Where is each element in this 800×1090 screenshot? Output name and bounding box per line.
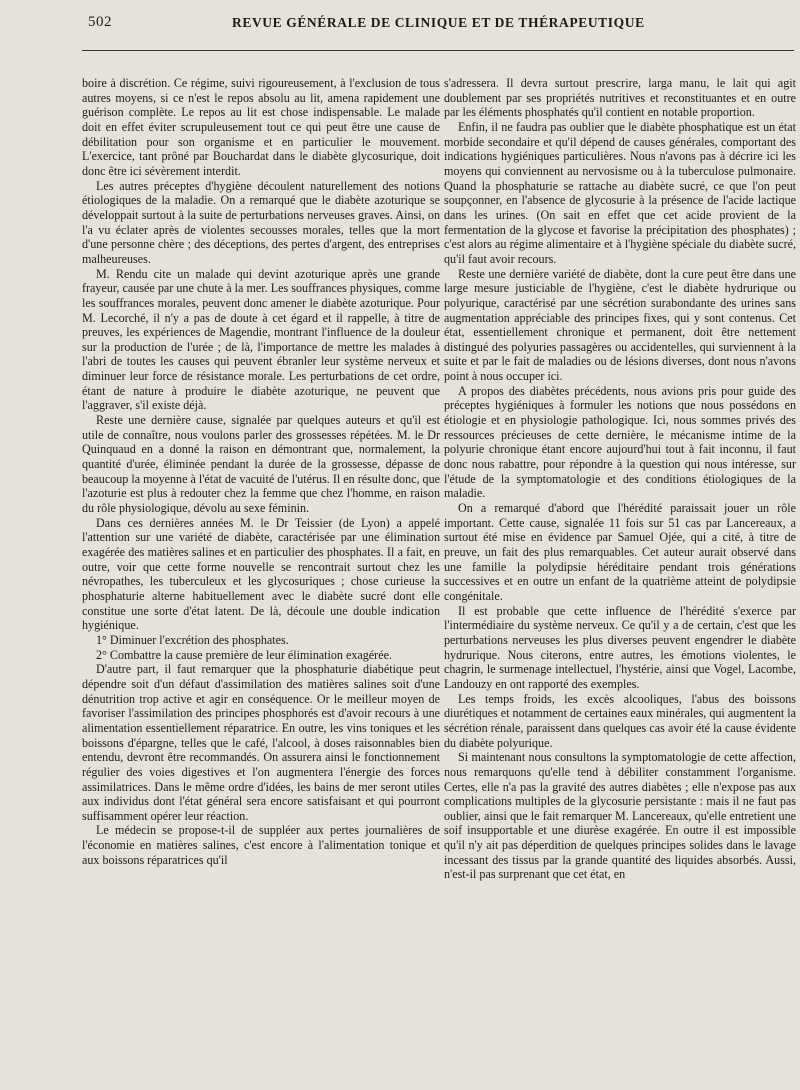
list-item: 1° Diminuer l'excrétion des phosphates. xyxy=(96,632,289,647)
paragraph: s'adressera. Il devra surtout prescrire, larga manu, le lait qui agit doublement par ses propriétés nutritives et reconstituantes et en outre par les éléments phosphatés qu'il contient en notable proportion. xyxy=(444,76,796,120)
paragraph: Le médecin se propose-t-il de suppléer aux pertes journalières de l'économie en matières salines, c'est encore à l'alimentation tonique et aux boissons réparatrices qu'il xyxy=(82,823,440,867)
page-header xyxy=(0,14,800,36)
list-item: 2° Combattre la cause première de leur élimination exagérée. xyxy=(96,647,392,662)
paragraph: A propos des diabètes précédents, nous avions pris pour guide des préceptes hygiéniques à formuler les notions que nous possédons en étiologie et en physiologie pathologique. Ici, nous sommes privés des ressources précieuses de cette dernière, le mécanisme intime de la polyurie chronique étant encore aujourd'hui tout à fait inconnu, il faut donc nous rabattre, pour répondre à la question qui nous intéresse, sur l'étude de la symptomatologie et des conditions étiologiques de la maladie. xyxy=(444,383,796,501)
paragraph: Dans ces dernières années M. le Dr Teissier (de Lyon) a appelé l'attention sur une variété de diabète, caractérisée par une élimination exagérée des matières salines et en particulier des phosphates. Il a fait, en outre, voir que cette forme nouvelle se rencontrait surtout chez les névropathes, les tuberculeux et les glycosuriques ; chose curieuse la phosphaturie alterne habituellement avec le diabète sucré dont elle constitue une sorte d'état latent. De là, découle une double indication hygiénique. xyxy=(82,515,440,633)
paragraph: Reste une dernière variété de diabète, dont la cure peut être dans une large mesure justiciable de l'hygiène, c'est le diabète hydrurique ou polyurique, caractérisé par une sécrétion surabondante des urines sans augmentation appréciable des principes fixes, qui y sont contenus. Cet état, essentiellement chronique et permanent, doit être nettement distingué des polyuries passagères ou accidentelles, qui surviennent à la suite et par le fait de maladies ou de lésions diverses, dont nous n'avons point à nous occuper ici. xyxy=(444,266,796,384)
paragraph: Les autres préceptes d'hygiène découlent naturellement des notions étiologiques de la maladie. On a remarqué que le diabète azoturique se développait surtout à la suite de perturbations nerveuses graves. Ainsi, on l'a vu éclater après de violentes secousses morales, telles que la mort d'une personne chère ; des déceptions, des pertes d'argent, des entreprises malheureuses. xyxy=(82,178,440,266)
paragraph: Il est probable que cette influence de l'hérédité s'exerce par l'intermédiaire du système nerveux. Ce qu'il y a de certain, c'est que les perturbations nerveuses les plus diverses peuvent engendrer le diabète hydrurique. Nous citerons, entre autres, les émotions violentes, le chagrin, le surmenage intellectuel, l'hystérie, ainsi que Vogel, Lacombe, Landouzy en ont rapporté des exemples. xyxy=(444,603,796,691)
left-column xyxy=(82,76,440,1086)
paragraph: Reste une dernière cause, signalée par quelques auteurs et qu'il est utile de connaître, nous voulons parler des grossesses répétées. M. le Dr Quinquaud en a donné la raison en démontrant que, normalement, la quantité d'urée, éliminée pendant la durée de la grossesse, dépasse de beaucoup la moyenne à l'état de vacuité de l'utérus. Il en résulte donc, que l'azoturie est plus à redouter chez la femme que chez l'homme, en raison du rôle physiologique, dévolu au sexe féminin. xyxy=(82,413,440,516)
paragraph: D'autre part, il faut remarquer que la phosphaturie diabétique peut dépendre soit d'un défaut d'assimilation des matières salines soit d'une dénutrition trop active et agir en conséquence. Or le meilleur moyen de favoriser l'assimilation des principes phosphorés est d'avoir recours à une alimentation essentiellement réparatrice. En outre, les vins toniques et les boissons d'épargne, telles que le café, l'alcool, à doses raisonnables bien entendu, devront être recommandés. On assurera ainsi le fonctionnement régulier des voies digestives et l'on augmentera l'énergie des forces assimilatrices. Dans le même ordre d'idées, les bains de mer seront utiles aux individus dont l'état général sera encore satisfaisant et qui pourront suffisamment opérer leur réaction. xyxy=(82,662,440,823)
running-title: REVUE GÉNÉRALE DE CLINIQUE ET DE THÉRAPEUTIQUE xyxy=(232,15,645,30)
paragraph: boire à discrétion. Ce régime, suivi rigoureusement, à l'exclusion de tous autres moyens, si ce n'est le repos absolu au lit, amena rapidement une guérison complète. Le repos au lit est chose indispensable. Le malade doit en effet éviter scrupuleusement tout ce qui peut être une cause de débilitation pour son organisme et en particulier le mouvement. L'exercice, tant prôné par Bouchardat dans le diabète glycosurique, doit donc être ici sévèrement interdit. xyxy=(82,76,440,178)
paragraph: Enfin, il ne faudra pas oublier que le diabète phosphatique est un état morbide secondaire et qu'il dépend de causes générales, comportant des indications hygiéniques particulières. Nous n'avons pas à décrire ici les moyens qui conviennent au nervosisme ou à la tuberculose pulmonaire. Quand la phosphaturie se rattache au diabète sucré, ce que l'on peut soupçonner, en l'absence de glycosurie à la présence de l'acide lactique dans les urines. (On sait en effet que cet acide provient de la fermentation de la glycose et favorise la précipitation des phosphates) ; c'est alors au régime alimentaire et à l'hygiène spéciale du diabète sucré, qu'il faut avoir recours. xyxy=(444,119,796,266)
paragraph: On a remarqué d'abord que l'hérédité paraissait jouer un rôle important. Cette cause, signalée 11 fois sur 51 cas par Lancereaux, a surtout été mise en évidence par Samuel Ojée, qui a cité, à titre de preuve, un fait des plus remarquables. Cet auteur aurait observé dans une famille la polydipsie héréditaire pendant trois générations successives et en outre un enfant de la quatrième atteint de polydipsie congénitale. xyxy=(444,501,796,603)
paragraph: Les temps froids, les excès alcooliques, l'abus des boissons diurétiques et notamment de certaines eaux minérales, qui augmentent la sécrétion rénale, paraissent dans quelques cas avoir été la cause évidente du diabète polyurique. xyxy=(444,691,796,750)
header-rule xyxy=(82,50,794,51)
right-column xyxy=(444,76,796,1086)
paragraph: Si maintenant nous consultons la symptomatologie de cette affection, nous remarquons qu'elle tend à débiliter constamment l'organisme. Certes, elle n'a pas la gravité des autres diabètes ; elle n'expose pas aux complications multiples de la glycosurie persistante : mais il ne faut pas oublier, ainsi que le fait remarquer M. Lancereaux, qu'elle entretient une soif insupportable et une diurèse exagérée. En outre il est impossible qu'il n'y ait pas déperdition de quelques principes solides dans le lavage incessant des tissus par la grande quantité des liquides absorbés. Aussi, n'est-il pas surprenant que cet état, en xyxy=(444,750,796,882)
paragraph: M. Rendu cite un malade qui devint azoturique après une grande frayeur, causée par une chute à la mer. Les souffrances physiques, comme les souffrances morales, peuvent donc amener le diabète azoturique. Pour M. Lecorché, il n'y a pas de doute à cet égard et il rappelle, à titre de preuves, les expériences de Magendie, montrant l'influence de la douleur sur la production de l'urée ; de là, l'importance de mettre les malades à l'abri de toutes les causes qui peuvent ébranler leur système nerveux et diminuer leur force de résistance morale. Les perturbations de cet ordre, étant de nature à produire le diabète azoturique, ne peuvent que l'aggraver, s'il existe déjà. xyxy=(82,266,440,413)
page-number: 502 xyxy=(88,14,112,30)
